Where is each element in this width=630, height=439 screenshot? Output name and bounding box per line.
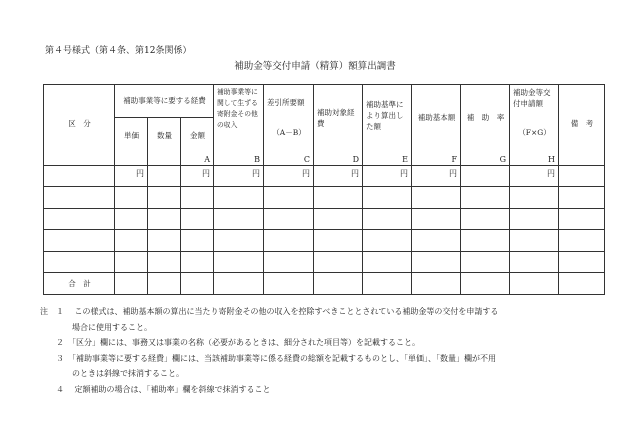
ritsu-cell[interactable] — [461, 187, 510, 209]
kubun-cell[interactable] — [44, 208, 115, 230]
bikou-cell[interactable] — [559, 251, 605, 273]
total-label: 合 計 — [44, 273, 115, 295]
kijun-cell[interactable] — [363, 208, 412, 230]
tanka-cell[interactable] — [115, 251, 148, 273]
shinsei-cell[interactable] — [510, 208, 559, 230]
kubun-cell[interactable] — [44, 165, 115, 187]
tanka-cell[interactable]: 円 — [115, 165, 148, 187]
header-shinsei: 補助金等交付申請額 （F×G） H — [510, 85, 559, 166]
note-line: 注 １ この様式は、補助基本額の算出に当たり寄附金その他の収入を控除すべきこととされている補助金等の交付を申請する — [40, 307, 499, 316]
shinsei-cell[interactable] — [510, 230, 559, 252]
header-ritsu: 補 助 率 G — [461, 85, 510, 166]
sashihiki-cell[interactable] — [264, 273, 314, 295]
kubun-cell[interactable] — [44, 187, 115, 209]
kingaku-cell[interactable]: 円 — [181, 165, 214, 187]
header-kijun: 補助基準により算出した額 E — [363, 85, 412, 166]
ritsu-cell[interactable] — [461, 230, 510, 252]
kingaku-cell[interactable] — [181, 208, 214, 230]
kifukin-cell[interactable] — [214, 251, 264, 273]
bikou-cell[interactable] — [559, 165, 605, 187]
table-row — [44, 165, 605, 187]
header-taisho-keihi: 補助対象経費 D — [314, 85, 363, 166]
table-row — [44, 251, 605, 273]
taisho-cell[interactable] — [314, 230, 363, 252]
kijun-cell[interactable] — [363, 273, 412, 295]
bikou-cell[interactable] — [559, 273, 605, 295]
kijun-cell[interactable] — [363, 230, 412, 252]
taisho-cell[interactable] — [314, 187, 363, 209]
ritsu-cell[interactable] — [461, 251, 510, 273]
shinsei-cell[interactable] — [510, 187, 559, 209]
kihon-cell[interactable] — [412, 187, 461, 209]
bikou-cell[interactable] — [559, 208, 605, 230]
tanka-cell[interactable] — [115, 208, 148, 230]
kingaku-cell[interactable] — [181, 251, 214, 273]
total-row — [44, 273, 605, 295]
header-tanka: 単価 — [115, 117, 148, 165]
note-line: ３ 「補助事業等に要する経費」欄には、当該補助事業等に係る経費の総額を記載するものとし、「単価」、「数量」欄が不用 — [40, 353, 496, 363]
notes — [40, 304, 600, 397]
shinsei-cell[interactable]: 円 — [510, 165, 559, 187]
header-bikou: 備 考 — [559, 85, 605, 166]
suuryou-cell[interactable] — [148, 165, 181, 187]
shinsei-cell[interactable] — [510, 251, 559, 273]
kifukin-cell[interactable]: 円 — [214, 165, 264, 187]
suuryou-cell[interactable] — [148, 187, 181, 209]
header-kingaku: 金額 A — [181, 117, 214, 165]
kijun-cell[interactable]: 円 — [363, 165, 412, 187]
table-row — [44, 187, 605, 209]
header-kifukin: 補助事業等に関して生ずる寄附金その他の収入 B — [214, 85, 264, 166]
header-suuryou: 数量 — [148, 117, 181, 165]
kifukin-cell[interactable] — [214, 230, 264, 252]
tanka-cell[interactable] — [115, 273, 148, 295]
kubun-cell[interactable] — [44, 251, 115, 273]
shinsei-cell[interactable] — [510, 273, 559, 295]
header-kubun: 区 分 — [44, 85, 115, 166]
kingaku-cell[interactable] — [181, 273, 214, 295]
kingaku-cell[interactable] — [181, 187, 214, 209]
taisho-cell[interactable]: 円 — [314, 165, 363, 187]
sashihiki-cell[interactable] — [264, 230, 314, 252]
page-title: 補助金等交付申請（精算）額算出調書 — [234, 61, 396, 72]
kifukin-cell[interactable] — [214, 187, 264, 209]
suuryou-cell[interactable] — [148, 273, 181, 295]
taisho-cell[interactable] — [314, 251, 363, 273]
kijun-cell[interactable] — [363, 187, 412, 209]
kihon-cell[interactable] — [412, 230, 461, 252]
taisho-cell[interactable] — [314, 208, 363, 230]
calculation-table — [43, 84, 605, 295]
kihon-cell[interactable]: 円 — [412, 165, 461, 187]
kubun-cell[interactable] — [44, 230, 115, 252]
kihon-cell[interactable] — [412, 273, 461, 295]
kihon-cell[interactable] — [412, 251, 461, 273]
form-number: 第４号様式（第４条、第12条関係） — [45, 46, 192, 56]
header-jigyou-keihi: 補助事業等に要する経費 — [115, 85, 214, 118]
bikou-cell[interactable] — [559, 187, 605, 209]
sashihiki-cell[interactable] — [264, 187, 314, 209]
kifukin-cell[interactable] — [214, 273, 264, 295]
note-line: のときは斜線で抹消すること。 — [40, 369, 184, 378]
kifukin-cell[interactable] — [214, 208, 264, 230]
bikou-cell[interactable] — [559, 230, 605, 252]
note-line: ２ 「区分」欄には、事務又は事業の名称（必要があるときは、細分された項目等）を記載すること。 — [40, 338, 420, 347]
sashihiki-cell[interactable] — [264, 208, 314, 230]
tanka-cell[interactable] — [115, 187, 148, 209]
ritsu-cell[interactable] — [461, 165, 510, 187]
suuryou-cell[interactable] — [148, 230, 181, 252]
tanka-cell[interactable] — [115, 230, 148, 252]
note-line: ４ 定額補助の場合は、「補助率」欄を斜線で抹消すること — [40, 384, 271, 394]
header-sashihiki: 差引所要額 （A－B） C — [264, 85, 314, 166]
header-kihon: 補助基本額 F — [412, 85, 461, 166]
table-row — [44, 208, 605, 230]
ritsu-cell[interactable] — [461, 273, 510, 295]
sashihiki-cell[interactable] — [264, 251, 314, 273]
note-line: 場合に使用すること。 — [40, 322, 152, 332]
suuryou-cell[interactable] — [148, 251, 181, 273]
kihon-cell[interactable] — [412, 208, 461, 230]
kijun-cell[interactable] — [363, 251, 412, 273]
ritsu-cell[interactable] — [461, 208, 510, 230]
table-row — [44, 230, 605, 252]
kingaku-cell[interactable] — [181, 230, 214, 252]
taisho-cell[interactable] — [314, 273, 363, 295]
sashihiki-cell[interactable]: 円 — [264, 165, 314, 187]
suuryou-cell[interactable] — [148, 208, 181, 230]
